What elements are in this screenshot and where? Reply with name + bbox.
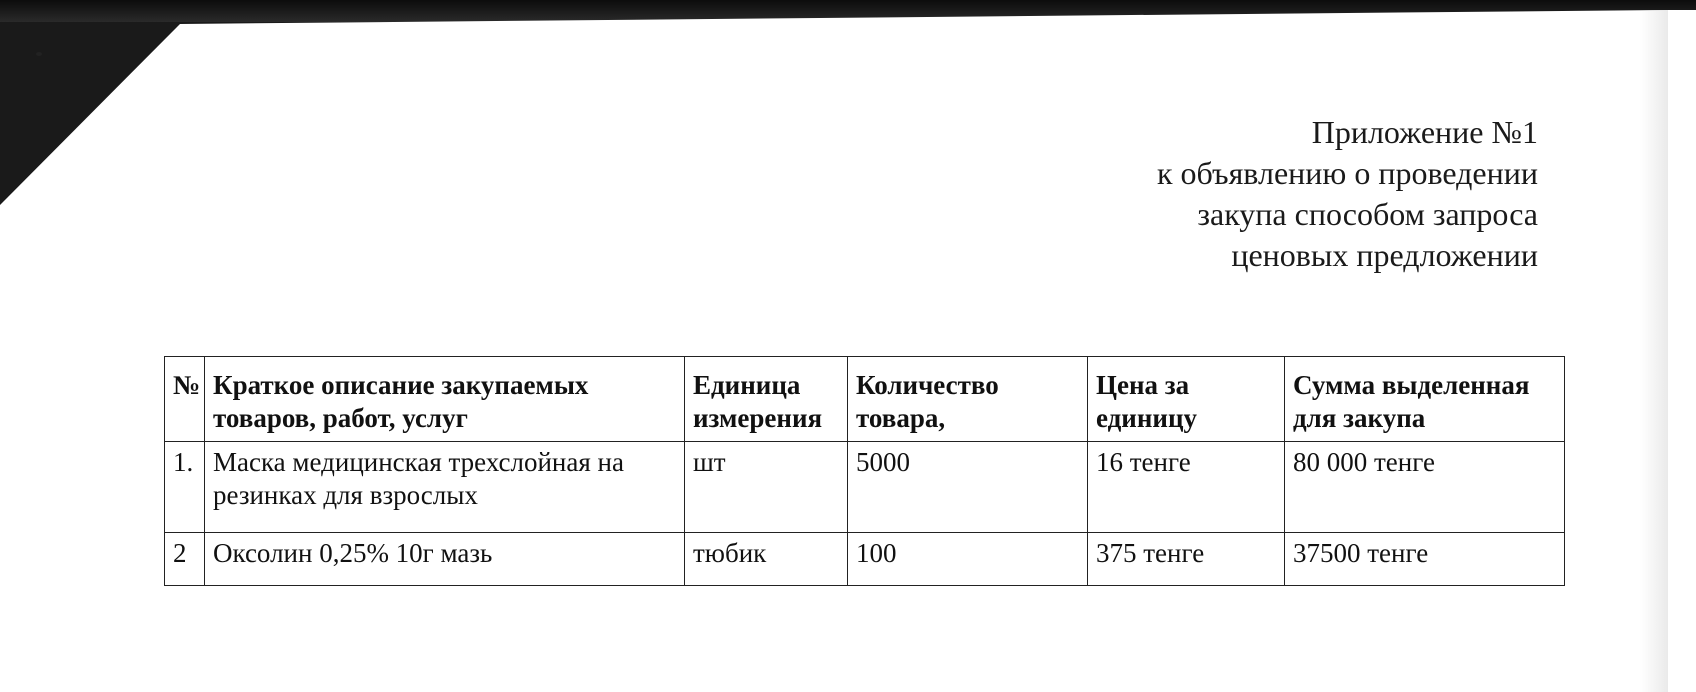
appendix-subtitle-line-2: закупа способом запроса: [1197, 196, 1538, 232]
appendix-header: [978, 112, 1538, 276]
appendix-title: Приложение №1: [1311, 114, 1538, 150]
row-description: Маска медицинская трехслойная на резинках для взрослых: [205, 442, 685, 533]
column-header-unit: Единица измерения: [685, 357, 848, 442]
table-header-row: [165, 357, 1565, 442]
row-quantity: 100: [848, 533, 1088, 586]
row-unit: тюбик: [685, 533, 848, 586]
row-price: 16 тенге: [1088, 442, 1285, 533]
row-quantity: 5000: [848, 442, 1088, 533]
page-right-margin: [1668, 10, 1696, 692]
column-header-price: Цена за единицу: [1088, 357, 1285, 442]
table-row: [165, 533, 1565, 586]
row-description: Оксолин 0,25% 10г мазь: [205, 533, 685, 586]
appendix-subtitle-line-3: ценовых предложении: [1231, 237, 1538, 273]
table-row: [165, 442, 1565, 533]
column-header-number: №: [165, 357, 205, 442]
column-header-description: Краткое описание закупаемых товаров, работ, услуг: [205, 357, 685, 442]
row-number: 1.: [165, 442, 205, 533]
row-number: 2: [165, 533, 205, 586]
row-unit: шт: [685, 442, 848, 533]
page-edge-shadow: [1640, 10, 1668, 692]
column-header-quantity: Количество товара,: [848, 357, 1088, 442]
procurement-table: [164, 356, 1565, 586]
row-total: 80 000 тенге: [1285, 442, 1565, 533]
scan-speck: [36, 52, 42, 56]
row-total: 37500 тенге: [1285, 533, 1565, 586]
row-price: 375 тенге: [1088, 533, 1285, 586]
appendix-subtitle-line-1: к объявлению о проведении: [1157, 155, 1538, 191]
column-header-total: Сумма выделенная для закупа: [1285, 357, 1565, 442]
